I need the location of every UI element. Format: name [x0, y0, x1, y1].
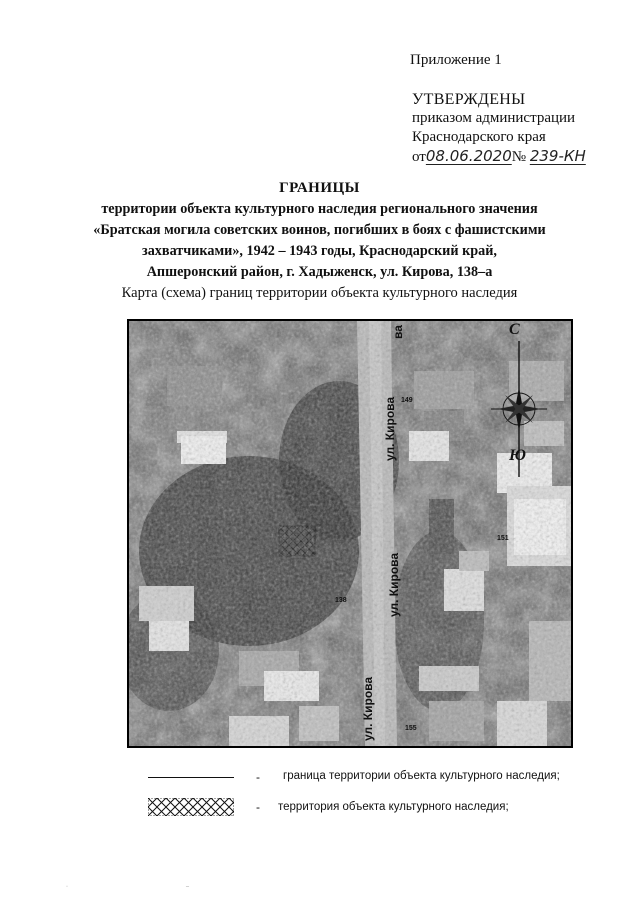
scan-speck: · — [66, 884, 68, 890]
aerial-map — [127, 319, 573, 748]
approved-heading: УТВЕРЖДЕНЫ — [412, 91, 526, 108]
map-caption: Карта (схема) границ территории объекта культурного наследия — [121, 285, 518, 301]
order-date-number — [412, 147, 586, 167]
subtitle-line: захватчиками», 1942 – 1943 годы, Краснодарский край, — [142, 243, 497, 259]
legend-boundary-line-symbol — [148, 777, 234, 778]
house-number: 155 — [405, 725, 417, 732]
legend-area-text: территория объекта культурного наследия; — [278, 801, 509, 813]
subtitle-line: Апшеронский район, г. Хадыженск, ул. Кирова, 138–а — [146, 264, 493, 280]
house-number: 151 — [497, 535, 509, 542]
approval-block — [412, 90, 586, 167]
scan-speck: – — [186, 884, 189, 890]
appendix-label: Приложение 1 — [410, 52, 502, 68]
house-number: 149 — [401, 397, 413, 404]
approved-region: Краснодарского края — [412, 129, 546, 145]
legend-dash: - — [256, 800, 260, 814]
street-label-kirova: ул. Кирова — [387, 552, 401, 617]
street-label-kirova: ул. Кирова — [361, 676, 375, 741]
street-label-fragment: ва — [391, 325, 405, 339]
subtitle-line: «Братская могила советских воинов, погибших в боях с фашистскими — [93, 222, 546, 238]
aerial-photo — [129, 321, 571, 746]
subtitle-line: территории объекта культурного наследия регионального значения — [101, 201, 538, 217]
legend-boundary-text: граница территории объекта культурного наследия; — [283, 770, 560, 782]
document-title: ГРАНИЦЫ — [279, 180, 360, 196]
date-prefix: от — [412, 149, 426, 165]
number-prefix: № — [511, 149, 527, 165]
street-label-kirova: ул. Кирова — [383, 396, 397, 461]
document-subtitle — [0, 199, 639, 283]
legend-hatched-area-symbol — [148, 798, 234, 816]
compass-south-label: Ю — [509, 447, 526, 464]
order-number: 239-КН — [529, 147, 586, 165]
legend-dash: - — [256, 770, 260, 784]
approved-by-order: приказом администрации — [412, 110, 576, 126]
compass-north-label: С — [509, 321, 520, 338]
order-date: 08.06.2020 — [425, 147, 512, 165]
house-number: 138 — [335, 597, 347, 604]
